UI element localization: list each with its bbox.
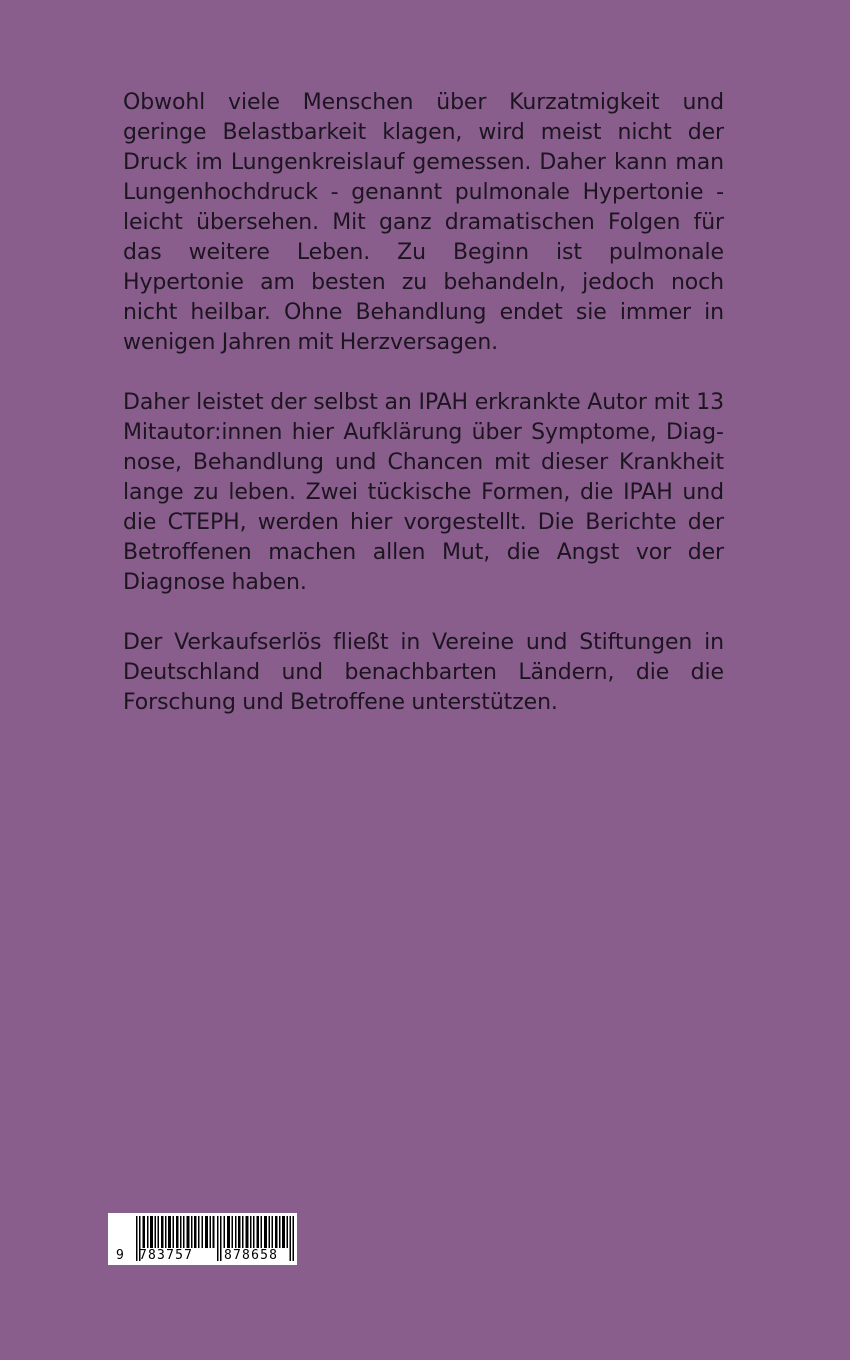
blurb-paragraph-2: Daher leistet der selbst an IPAH erkrankte Autor mit 13 Mitautor:innen hier Aufklärung über Symptome, Diagnose, Behandlung und Chancen mit dieser Krankheit lange zu leben. Zwei tückische Formen, die IPAH und die CTEPH, werden hier vorgestellt. Die Berichte der Betroffenen machen allen Mut, die Angst vor der Diagnose haben.: [123, 390, 724, 595]
blurb-paragraph-3: Der Verkaufserlös fließt in Vereine und Stiftungen in Deutschland und benachbarten Ländern, die die Forschung und Betroffene unterstützen.: [123, 630, 724, 715]
blurb-text: [123, 88, 724, 748]
isbn-barcode: [108, 1213, 297, 1265]
blurb-paragraph-1: Obwohl viele Menschen über Kurzatmigkeit und geringe Belastbarkeit klagen, wird meist nicht der Druck im Lungenkreislauf gemessen. Daher kann man Lungenhochdruck - genannt pulmonale Hypertonie - leicht übersehen. Mit ganz dramatischen Folgen für das weitere Leben. Zu Beginn ist pulmonale Hypertonie am besten zu behandeln, jedoch noch nicht heilbar. Ohne Behandlung endet sie immer in wenigen Jahren mit Herzversagen.: [123, 90, 724, 355]
isbn-digit-lead: 9: [116, 1248, 124, 1263]
isbn-digits-left: 783757: [139, 1248, 194, 1263]
isbn-digits-right: 878658: [224, 1248, 279, 1263]
